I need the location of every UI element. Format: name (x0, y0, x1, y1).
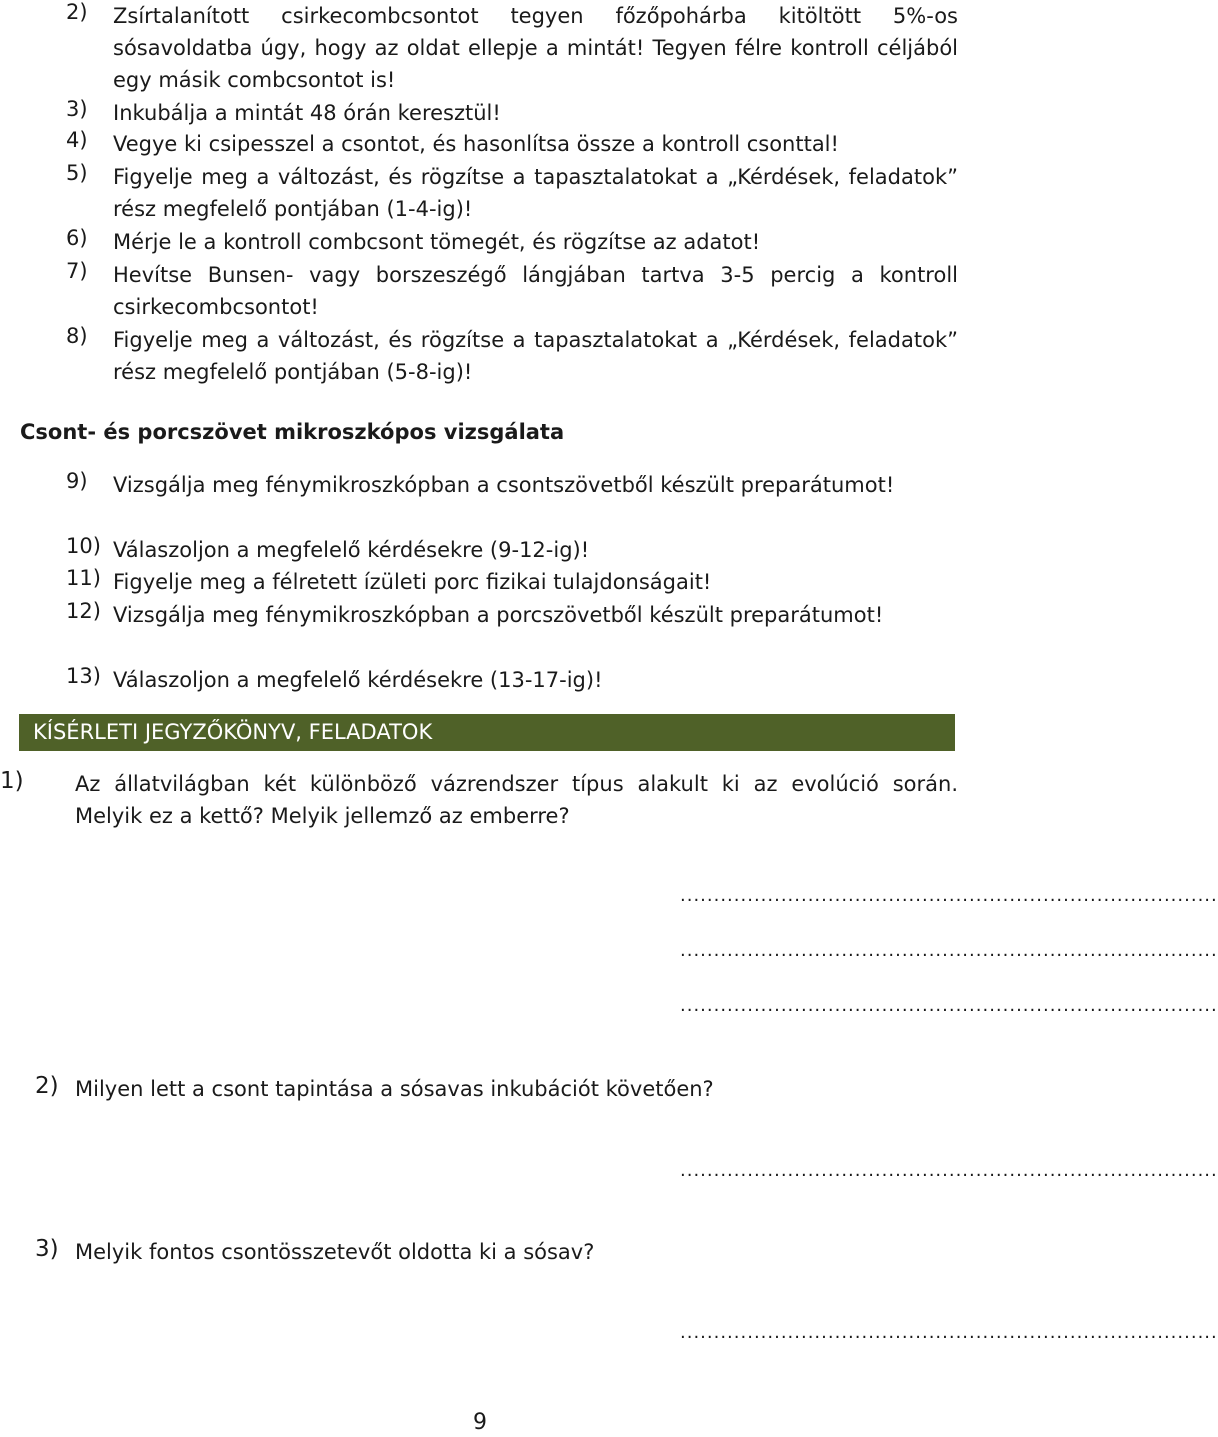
step-text: Figyelje meg a változást, és rögzítse a tapasztalatokat a „Kérdések, feladatok” rész megfelelő pontjában (1-4-ig)! (113, 165, 958, 221)
step-13 (66, 664, 958, 696)
answer-line[interactable]: ................................................................................ (680, 995, 1218, 1016)
section-heading: Csont- és porcszövet mikroszkópos vizsgálata (20, 420, 565, 444)
step-number: 4) (66, 128, 88, 152)
question-number: 1) (0, 768, 24, 794)
question-text: Az állatvilágban két különböző vázrendszer típus alakult ki az evolúció során. Melyik ez a kettő? Melyik jellemző az emberre? (75, 772, 958, 828)
step-6 (66, 226, 958, 258)
step-text: Válaszoljon a megfelelő kérdésekre (9-12-ig)! (113, 538, 590, 562)
step-text: Válaszoljon a megfelelő kérdésekre (13-17-ig)! (113, 668, 603, 692)
step-10 (66, 534, 958, 566)
section-banner (19, 714, 955, 751)
question-number: 3) (35, 1236, 59, 1262)
step-text: Figyelje meg a változást, és rögzítse a tapasztalatokat a „Kérdések, feladatok” rész megfelelő pontjában (5-8-ig)! (113, 328, 958, 384)
step-9 (66, 469, 958, 501)
step-12 (66, 599, 958, 631)
step-text: Hevítse Bunsen- vagy borszeszégő lángjában tartva 3-5 percig a kontroll csirkecombcsontot! (113, 263, 958, 319)
step-text: Vizsgálja meg fénymikroszkópban a porcszövetből készült preparátumot! (113, 603, 884, 627)
step-text: Vizsgálja meg fénymikroszkópban a csontszövetből készült preparátumot! (113, 473, 895, 497)
page-number: 9 (473, 1410, 487, 1435)
question-text: Melyik fontos csontösszetevőt oldotta ki a sósav? (75, 1240, 595, 1264)
question-text: Milyen lett a csont tapintása a sósavas inkubációt követően? (75, 1077, 714, 1101)
step-5 (66, 161, 958, 225)
step-3 (66, 97, 958, 129)
step-number: 13) (66, 664, 101, 688)
step-2 (66, 0, 958, 96)
step-text: Zsírtalanított csirkecombcsontot tegyen főzőpohárba kitöltött 5%-os sósavoldatba úgy, hogy az oldat ellepje a mintát! Tegyen félre kontroll céljából egy másik combcsontot is! (113, 4, 958, 92)
answer-line[interactable]: ................................................................................ (680, 940, 1218, 961)
answer-line[interactable]: ................................................................................ (680, 1160, 1218, 1181)
step-number: 2) (66, 0, 88, 24)
banner-title: KÍSÉRLETI JEGYZŐKÖNYV, FELADATOK (33, 720, 433, 744)
answer-line[interactable]: ................................................................................ (680, 1322, 1218, 1343)
step-number: 10) (66, 534, 101, 558)
step-8 (66, 324, 958, 388)
step-text: Figyelje meg a félretett ízületi porc fizikai tulajdonságait! (113, 570, 712, 594)
step-number: 6) (66, 226, 88, 250)
answer-line[interactable]: ................................................................................ (680, 885, 1218, 906)
step-number: 7) (66, 259, 88, 283)
step-text: Vegye ki csipesszel a csontot, és hasonlítsa össze a kontroll csonttal! (113, 132, 839, 156)
step-number: 5) (66, 161, 88, 185)
step-7 (66, 259, 958, 323)
step-number: 11) (66, 566, 101, 590)
step-number: 12) (66, 599, 101, 623)
step-11 (66, 566, 958, 598)
step-number: 8) (66, 324, 88, 348)
step-number: 3) (66, 97, 88, 121)
question-number: 2) (35, 1073, 59, 1099)
step-4 (66, 128, 958, 160)
step-text: Mérje le a kontroll combcsont tömegét, és rögzítse az adatot! (113, 230, 761, 254)
step-number: 9) (66, 469, 88, 493)
step-text: Inkubálja a mintát 48 órán keresztül! (113, 101, 501, 125)
